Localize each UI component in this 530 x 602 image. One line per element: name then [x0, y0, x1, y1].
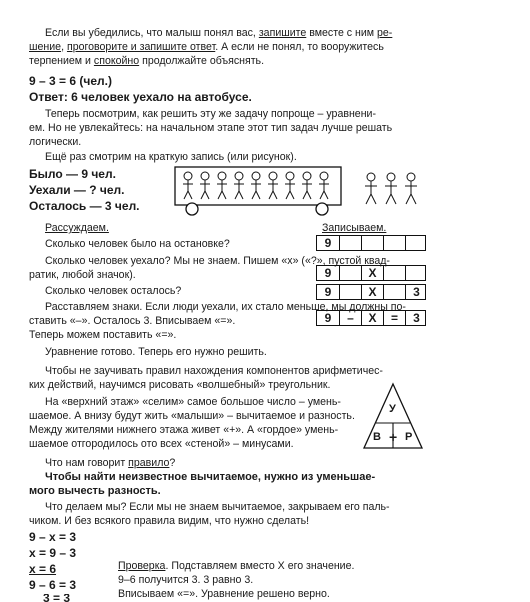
step-2-line-2: ратик, любой значок).: [29, 269, 136, 281]
solution-check-1: 9 – 6 = 3: [29, 578, 77, 592]
intro-line-3: терпением и спокойно продолжайте объяснять.: [29, 55, 265, 67]
simpler-line-3: логически.: [29, 136, 82, 148]
triangle-left-label: В: [373, 431, 381, 443]
box-cell: [383, 285, 405, 299]
solution-step-1: 9 – х = 3: [29, 530, 77, 544]
simpler-line-1: Теперь посмотрим, как решить эту же задачу попроще – уравнени-: [45, 108, 376, 120]
reason-header: Рассуждаем.: [45, 222, 109, 234]
triangle-text-line-3: Между жителями нижнего этажа живет «+». А «гордое» умень-: [29, 424, 339, 436]
step-4-line-2: ставить «–». Осталось 3. Вписываем «=».: [29, 315, 236, 327]
condition-remain: Осталось — 3 чел.: [29, 199, 140, 213]
box-cell: 9: [324, 266, 332, 280]
bus-illustration: [172, 161, 347, 217]
do-line-1: Что делаем мы? Если мы не знаем вычитаемое, закрываем его паль-: [45, 501, 390, 513]
triangle-intro-line-2: ких действий, научимся рисовать «волшебный» треугольник.: [29, 379, 331, 391]
triangle-intro-line-1: Чтобы не заучивать правил нахождения компонентов арифметичес-: [45, 365, 383, 377]
box-row-2: [316, 265, 426, 281]
triangle-text-line-4: шаемое отгородилось ото всех «стеной» – минусами.: [29, 438, 294, 450]
equation-1: 9 – 3 = 6 (чел.): [29, 74, 112, 88]
box-cell: Х: [361, 266, 383, 280]
box-cell: [361, 236, 383, 250]
triangle-text-line-2: шаемое. А внизу будут жить «малыши» – вычитаемое и разность.: [29, 410, 355, 422]
intro-line-2: шение, проговорите и запишите ответ. А если не понял, то вооружитесь: [29, 41, 384, 53]
box-cell: [339, 285, 361, 299]
box-cell: [383, 236, 405, 250]
step-1: Сколько человек было на остановке?: [45, 238, 230, 250]
box-cell: 3: [405, 311, 427, 325]
simpler-line-2: ем. Но не увлекайтесь: на начальном этапе этот тип задач лучше решать: [29, 122, 393, 134]
step-4-line-1: Расставляем знаки. Если люди уехали, их стало меньше, мы должны по-: [45, 301, 406, 313]
triangle-right-label: Р: [405, 431, 413, 443]
step-4-line-3: Теперь можем поставить «=».: [29, 329, 177, 341]
condition-was: Было — 9 чел.: [29, 167, 116, 181]
box-row-1: [316, 235, 426, 251]
check-line-3: Вписываем «=». Уравнение решено верно.: [118, 588, 330, 600]
box-cell: [405, 236, 427, 250]
check-line-1: Проверка. Подставляем вместо Х его значение.: [118, 560, 355, 572]
solution-check-2: 3 = 3: [43, 594, 71, 602]
box-cell: =: [383, 311, 405, 325]
box-cell: [405, 266, 427, 280]
box-cell: 9: [324, 311, 332, 325]
triangle-text-line-1: На «верхний этаж» «селим» самое большое число – умень-: [45, 396, 341, 408]
intro-line-1: Если вы убедились, что малыш понял вас, запишите вместе с ним ре-: [45, 27, 393, 39]
rule-question: Что нам говорит правило?: [45, 457, 176, 469]
box-cell: –: [339, 311, 361, 325]
check-line-2: 9–6 получится 3. 3 равно 3.: [118, 574, 254, 586]
box-row-4: [316, 310, 426, 326]
condition-left: Уехали — ? чел.: [29, 183, 125, 197]
box-cell: [383, 266, 405, 280]
box-cell: [339, 266, 361, 280]
box-cell: 9: [324, 285, 332, 299]
do-line-2: чиком. И без всякого правила видим, что нужно сделать!: [29, 515, 310, 527]
step-3: Сколько человек осталось?: [45, 285, 182, 297]
solution-step-2: х = 9 – 3: [29, 546, 77, 560]
box-cell: 9: [324, 236, 332, 250]
step-2-line-1: Сколько человек уехало? Мы не знаем. Пишем «х» («?», пустой квад-: [45, 255, 390, 267]
box-cell: Х: [361, 311, 383, 325]
remaining-people-illustration: [360, 168, 422, 212]
short-note: Ещё раз смотрим на краткую запись (или рисунок).: [45, 151, 297, 163]
rule-line-1: Чтобы найти неизвестное вычитаемое, нужно из уменьшае-: [45, 471, 376, 483]
box-cell: [339, 236, 361, 250]
triangle-plus-label: +: [389, 429, 398, 445]
box-row-3: [316, 284, 426, 300]
box-cell: Х: [361, 285, 383, 299]
ready-text: Уравнение готово. Теперь его нужно решить.: [45, 346, 267, 358]
box-cell: 3: [405, 285, 427, 299]
solution-answer: х = 6: [29, 562, 57, 576]
triangle-top-label: У: [389, 403, 396, 415]
rule-line-2: мого вычесть разность.: [29, 485, 161, 497]
write-header: Записываем.: [322, 222, 387, 234]
answer-1: Ответ: 6 человек уехало на автобусе.: [29, 90, 252, 104]
